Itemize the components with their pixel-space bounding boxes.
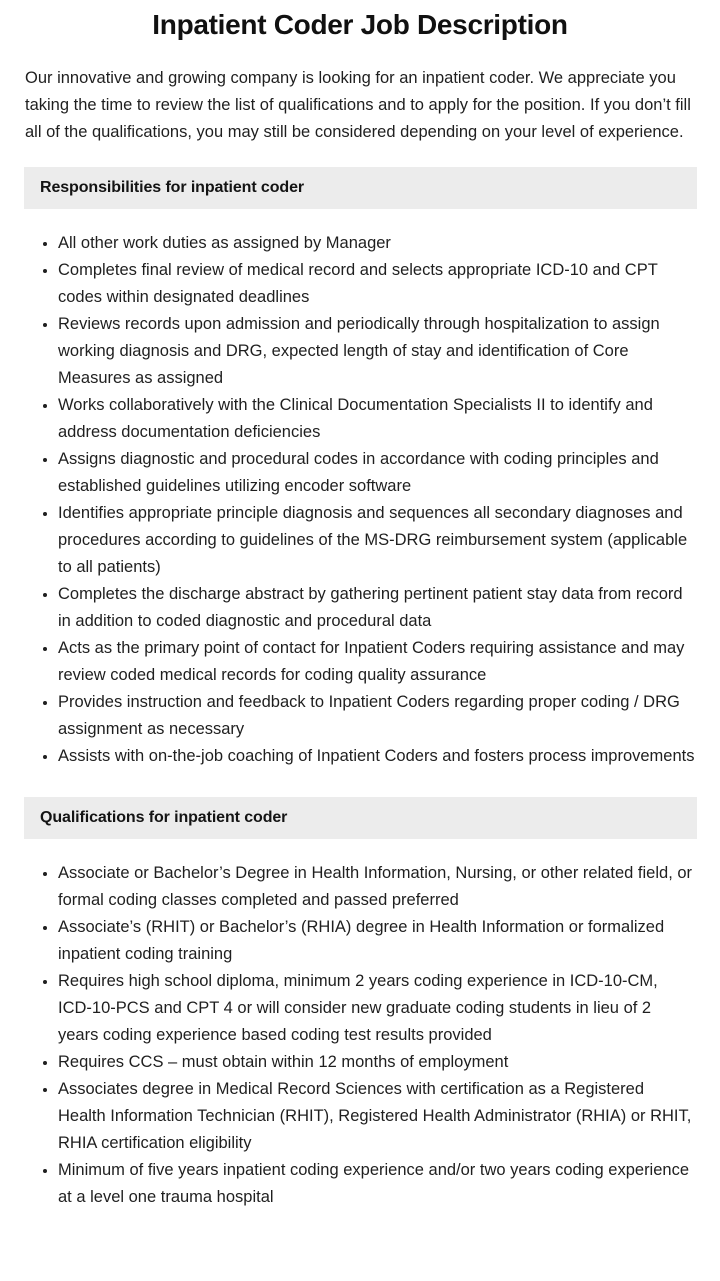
spacer	[0, 770, 720, 776]
section-heading-qualifications: Qualifications for inpatient coder	[24, 797, 697, 839]
section-responsibilities	[0, 167, 720, 776]
spacer	[0, 209, 720, 230]
list-item: Associate or Bachelor’s Degree in Health Information, Nursing, or other related field, or formal coding classes completed and passed preferred	[0, 860, 720, 914]
intro-paragraph: Our innovative and growing company is looking for an inpatient coder. We appreciate you taking the time to review the list of qualifications and to apply for the position. If you don’t fill all of the qualifications, you may still be considered depending on your level of experience.	[25, 69, 691, 141]
section-qualifications	[0, 797, 720, 1217]
list-item: Requires CCS – must obtain within 12 months of employment	[0, 1049, 720, 1076]
list-item: Completes final review of medical record and selects appropriate ICD-10 and CPT codes within designated deadlines	[0, 257, 720, 311]
qualifications-list	[0, 860, 720, 1211]
list-item: Requires high school diploma, minimum 2 years coding experience in ICD-10-CM, ICD-10-PCS and CPT 4 or will consider new graduate coding students in lieu of 2 years coding experience based coding test results provided	[0, 968, 720, 1049]
job-description-page	[0, 8, 720, 1217]
list-item: Identifies appropriate principle diagnosis and sequences all secondary diagnoses and procedures according to guidelines of the MS-DRG reimbursement system (applicable to all patients)	[0, 500, 720, 581]
list-item: Works collaboratively with the Clinical Documentation Specialists II to identify and address documentation deficiencies	[0, 392, 720, 446]
spacer	[0, 839, 720, 860]
list-item: Acts as the primary point of contact for Inpatient Coders requiring assistance and may review coded medical records for coding quality assurance	[0, 635, 720, 689]
list-item: All other work duties as assigned by Manager	[0, 230, 720, 257]
list-item: Associates degree in Medical Record Sciences with certification as a Registered Health Information Technician (RHIT), Registered Health Administrator (RHIA) or RHIT, RHIA certification eligibility	[0, 1076, 720, 1157]
section-heading-responsibilities: Responsibilities for inpatient coder	[24, 167, 697, 209]
list-item: Minimum of five years inpatient coding experience and/or two years coding experience at a level one trauma hospital	[0, 1157, 720, 1211]
list-item: Reviews records upon admission and periodically through hospitalization to assign working diagnosis and DRG, expected length of stay and identification of Core Measures as assigned	[0, 311, 720, 392]
list-item: Associate’s (RHIT) or Bachelor’s (RHIA) degree in Health Information or formalized inpatient coding training	[0, 914, 720, 968]
list-item: Provides instruction and feedback to Inpatient Coders regarding proper coding / DRG assignment as necessary	[0, 689, 720, 743]
responsibilities-list	[0, 230, 720, 770]
spacer	[0, 1211, 720, 1217]
page-title: Inpatient Coder Job Description	[152, 9, 568, 40]
list-item: Assigns diagnostic and procedural codes in accordance with coding principles and established guidelines utilizing encoder software	[0, 446, 720, 500]
list-item: Completes the discharge abstract by gathering pertinent patient stay data from record in addition to coded diagnostic and procedural data	[0, 581, 720, 635]
list-item: Assists with on-the-job coaching of Inpatient Coders and fosters process improvements	[0, 743, 720, 770]
